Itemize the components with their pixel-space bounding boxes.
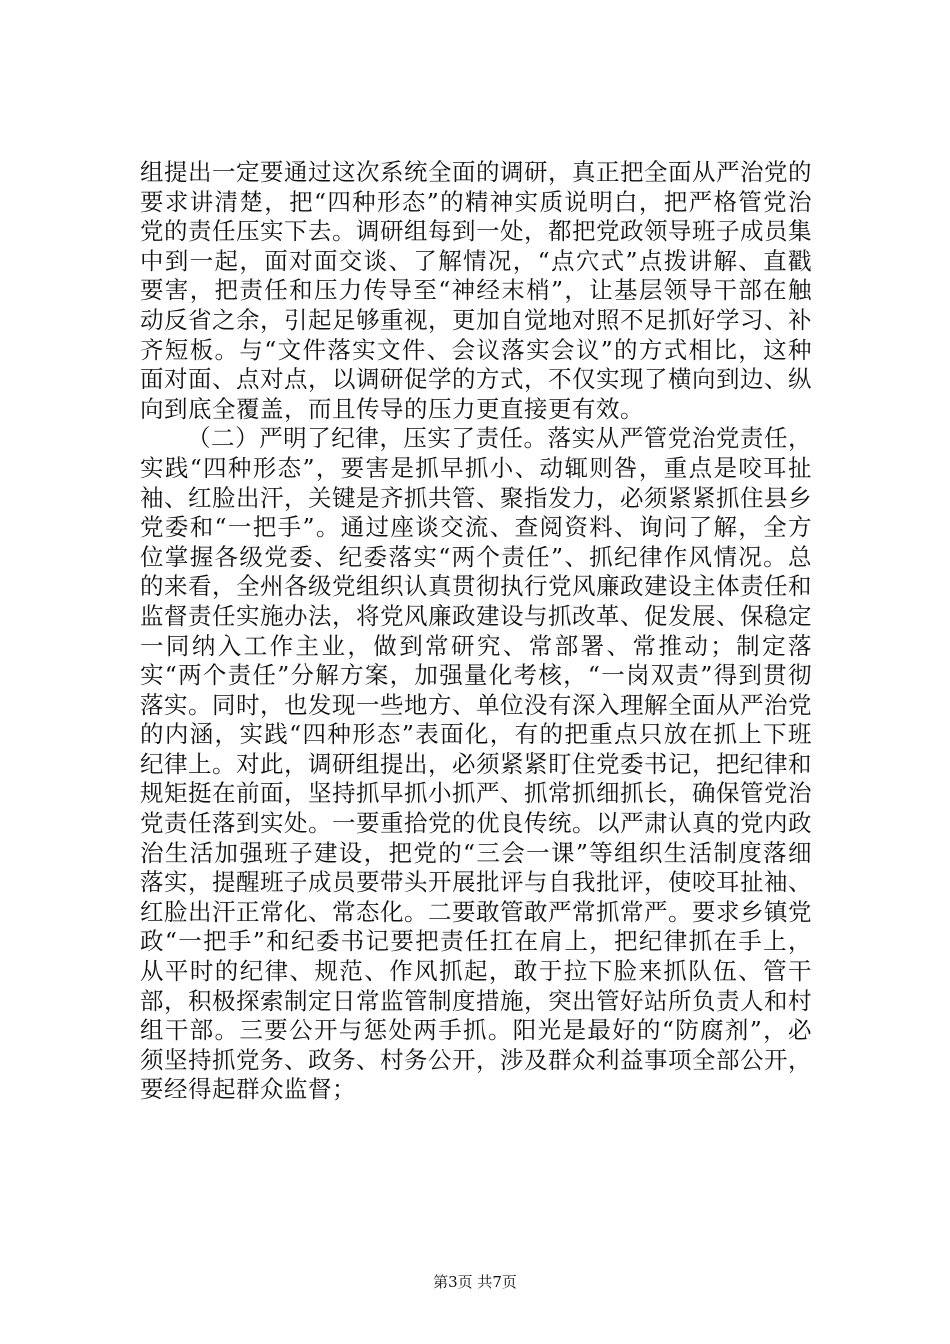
paragraph-section-two: （二）严明了纪律，压实了责任。落实从严管党治党责任，实践“四种形态”，要害是抓早抓小、动辄则咎，重点是咬耳扯袖、红脸出汗，关键是齐抓共管、聚指发力，必须紧紧抓住县乡党委和“一把手”。通过座谈交流、查阅资料、询问了解，全方位掌握各级党委、纪委落实“两个责任”、抓纪律作风情况。总的来看，全州各级党组织认真贯彻执行党风廉政建设主体责任和监督责任实施办法，将党风廉政建设与抓改革、促发展、保稳定一同纳入工作主业，做到常研究、常部署、常推动；制定落实“两个责任”分解方案，加强量化考核，“一岗双责”得到贯彻落实。同时，也发现一些地方、单位没有深入理解全面从严治党的内涵，实践“四种形态”表面化，有的把重点只放在抓上下班纪律上。对此，调研组提出，必须紧紧盯住党委书记，把纪律和规矩挺在前面，坚持抓早抓小抓严、抓常抓细抓长，确保管党治党责任落到实处。一要重拾党的优良传统。以严肃认真的党内政治生活加强班子建设，把党的“三会一课”等组织生活制度落细落实，提醒班子成员要带头开展批评与自我批评，使咬耳扯袖、红脸出汗正常化、常态化。二要敢管敢严常抓常严。要求乡镇党政“一把手”和纪委书记要把责任扛在肩上，把纪律抓在手上，从平时的纪律、规范、作风抓起，敢于拉下脸来抓队伍、管干部，积极探索制定日常监管制度措施，突出管好站所负责人和村组干部。三要公开与惩处两手抓。阳光是最好的“防腐剂”，必须坚持抓党务、政务、村务公开，涉及群众利益事项全部公开，要经得起群众监督； <box>140 424 812 1104</box>
paragraph-continuation: 组提出一定要通过这次系统全面的调研，真正把全面从严治党的要求讲清楚，把“四种形态”的精神实质说明白，把严格管党治党的责任压实下去。调研组每到一处，都把党政领导班子成员集中到一起，面对面交谈、了解情况，“点穴式”点拨讲解、直戳要害，把责任和压力传导至“神经末梢”，让基层领导干部在触动反省之余，引起足够重视，更加自觉地对照不足抓好学习、补齐短板。与“文件落实文件、会议落实会议”的方式相比，这种面对面、点对点，以调研促学的方式，不仅实现了横向到边、纵向到底全覆盖，而且传导的压力更直接更有效。 <box>140 158 812 423</box>
body-text <box>140 158 812 1105</box>
page-number-footer: 第3页 共7页 <box>433 1273 517 1291</box>
